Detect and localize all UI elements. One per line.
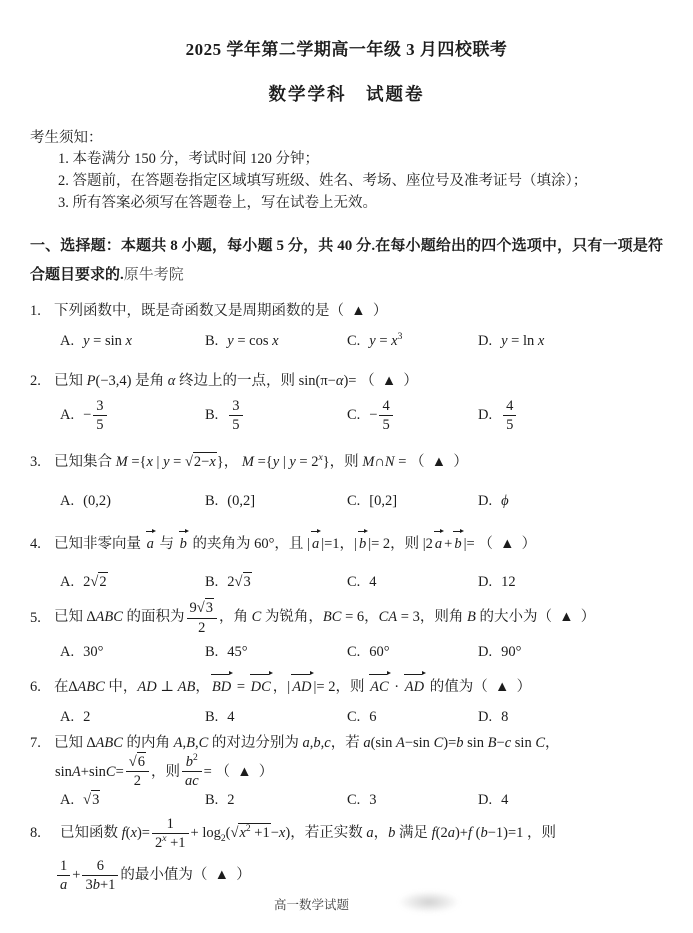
option-label: B. [205,643,219,660]
question-stem [30,451,663,473]
section-heading-suffix: 原牛考院 [123,267,184,283]
option-d [478,792,663,809]
option-value: (0,2) [83,493,111,510]
option-label: D. [478,791,493,808]
option-b [205,333,347,350]
question-8 [30,815,663,893]
page-title: 2025 学年第二学期高一年级 3 月四校联考 [185,40,508,59]
option-c [347,792,478,809]
question-2 [30,370,663,433]
option-a [60,398,205,433]
option-a [60,493,205,510]
question-number: 6. [30,678,41,695]
option-value: 2 [227,791,235,808]
question-text: 下列函数中，既是奇函数又是周期函数的是（ ▲ ） [54,303,388,319]
options-row [30,644,663,661]
option-a [60,574,205,591]
option-label: A. [60,708,75,725]
option-label: A. [60,791,75,808]
page-footer [30,895,663,913]
question-stem [30,732,663,754]
question-number: 3. [30,454,41,471]
option-label: D. [478,643,493,660]
question-stem [30,815,663,851]
question-stem [30,530,663,555]
footer-text: 高一数学试题 [273,898,349,913]
option-c [347,709,478,726]
question-stem-line2: $\frac{1}{a}$ + $\frac{6}{3b+1}$ 的最小值为（ ▲ ） [55,857,663,893]
option-label: C. [347,708,361,725]
option-d [478,333,663,350]
option-value: 12 [501,574,516,591]
option-b [205,574,347,591]
option-label: D. [478,333,493,349]
question-3 [30,451,663,510]
option-c [347,574,478,591]
question-text: 已知 P(−3,4) 是角 α 终边上的一点，则 sin(π−α)= （ ▲ ） [54,373,418,389]
option-value: 4 [369,574,377,591]
option-d [478,644,663,661]
option-a [60,644,205,661]
notice-heading: 考生须知： [30,130,103,146]
question-text: 已知 ∆ABC 的面积为 $\frac{9√3}{2}$ ，角 C 为锐角，BC = 6，CA = 3，则角 B 的大小为（ ▲ ） [54,600,596,636]
option-c [347,333,478,350]
option-value: 2 [83,708,91,725]
option-d [478,398,663,433]
option-d [478,574,663,591]
question-stem [30,370,663,392]
option-a [60,333,205,350]
question-text: 已知集合 M ={x | y = √2−x}， M ={y | $y = 2^x$}，则 M∩N = （ ▲ ） [54,452,468,471]
option-b [205,792,347,809]
notice-items [58,148,663,214]
option-value: (0,2] [227,493,256,510]
question-stem-line2: sin A +sin C = $\frac{√6}{2}$ ，则 $\frac{b^2}{ac}$ = （ ▲ ） [55,752,274,790]
option-label: C. [347,333,361,349]
option-value: y = cos x [227,333,279,349]
option-value: $y = x^3$ [369,331,403,349]
option-label: B. [205,493,219,510]
question-1 [30,300,663,350]
option-value: [0,2] [369,493,398,510]
option-value: 4 [501,791,509,808]
option-value: 2√2 [83,574,107,591]
question-number: 4. [30,536,41,553]
option-label: C. [347,493,361,510]
option-label: B. [205,333,219,349]
option-label: D. [478,574,493,591]
options-row [30,574,663,591]
option-value: ϕ [501,493,509,510]
option-value: − $\frac{4}{5}$ [369,398,394,433]
option-value: 2√3 [227,574,251,591]
option-label: C. [347,643,361,660]
option-label: A. [60,407,75,424]
option-value: 6 [369,708,377,725]
option-value: 30° [83,643,104,660]
option-label: B. [205,791,219,808]
option-label: C. [347,791,361,808]
options-row [30,709,663,726]
option-b [205,398,347,433]
notice-item: 2. 答题前，在答题卷指定区域填写班级、姓名、考场、座位号及准考证号（填涂）； [58,173,588,189]
question-7 [30,732,663,809]
question-number: 2. [30,373,41,389]
option-value: − $\frac{3}{5}$ [83,398,108,433]
candidate-notice [30,128,663,214]
option-label: B. [205,708,219,725]
options-row [30,398,663,433]
option-a [60,709,205,726]
option-label: A. [60,493,75,510]
option-label: B. [205,407,219,424]
option-label: D. [478,407,493,424]
option-value: 90° [501,643,522,660]
section-heading-bold: 一、选择题：本题共 8 小题，每小题 5 分，共 40 分.在每小题给出的四个选项中，只有一项是符合题目要求的. [30,238,663,283]
question-number: 5. [30,609,41,626]
option-c [347,398,478,433]
question-stem [30,599,663,635]
option-d [478,493,663,510]
option-label: B. [205,574,219,591]
question-text: 已知函数 f(x)= $\frac{1}{2^x +1}$ + $\log_2(√x^2 +1-x)$，若正实数 a，b 满足 f(2a)+f (b−1)=1 ，则 [60,815,557,852]
option-value: 8 [501,708,509,725]
question-number: 8. [30,825,41,842]
option-value: y = sin x [83,333,132,349]
question-stem [30,673,663,698]
option-d [478,709,663,726]
option-value: 60° [369,643,390,660]
question-5 [30,599,663,660]
option-label: D. [478,493,493,510]
option-label: A. [60,574,75,591]
page-subtitle: 数学学科 试题卷 [268,84,425,104]
option-value: $\frac{3}{5}$ [227,398,244,433]
option-label: C. [347,407,361,424]
options-row [30,493,663,510]
option-label: C. [347,574,361,591]
question-4 [30,530,663,591]
option-value: y = ln x [501,333,545,349]
option-a [60,792,205,809]
question-number: 1. [30,303,41,319]
options-row [30,333,663,350]
option-c [347,644,478,661]
option-label: A. [60,643,75,660]
options-row [30,792,663,809]
notice-item: 3. 所有答案必须写在答题卷上，写在试卷上无效。 [58,195,377,211]
question-text: 已知 ∆ABC 的内角 A,B,C 的对边分别为 a,b,c，若 a(sin A−sin C)=b sin B−c sin C， [54,734,560,751]
question-6 [30,673,663,726]
notice-item: 1. 本卷满分 150 分，考试时间 120 分钟； [58,151,319,167]
scan-smudge [398,891,460,913]
option-b [205,493,347,510]
section-heading [30,232,663,290]
option-value: $\frac{4}{5}$ [501,398,518,433]
question-number: 7. [30,734,41,751]
option-value: √3 [83,791,100,808]
option-value: 4 [227,708,235,725]
question-text: 已知非零向量 a 与 b 的夹角为 60°，且 | a |=1，| b |= 2，则 |2 a + b |= （ ▲ ） [54,536,536,552]
option-c [347,493,478,510]
question-text: 在∆ABC 中，AD ⊥ AB， BD = DC ，| AD |= 2，则 AC · AD 的值为（ ▲ ） [54,679,531,695]
option-b [205,644,347,661]
option-label: D. [478,708,493,725]
question-stem [30,300,663,322]
option-b [205,709,347,726]
option-value: 3 [369,791,377,808]
option-label: A. [60,333,75,349]
option-value: 45° [227,643,248,660]
